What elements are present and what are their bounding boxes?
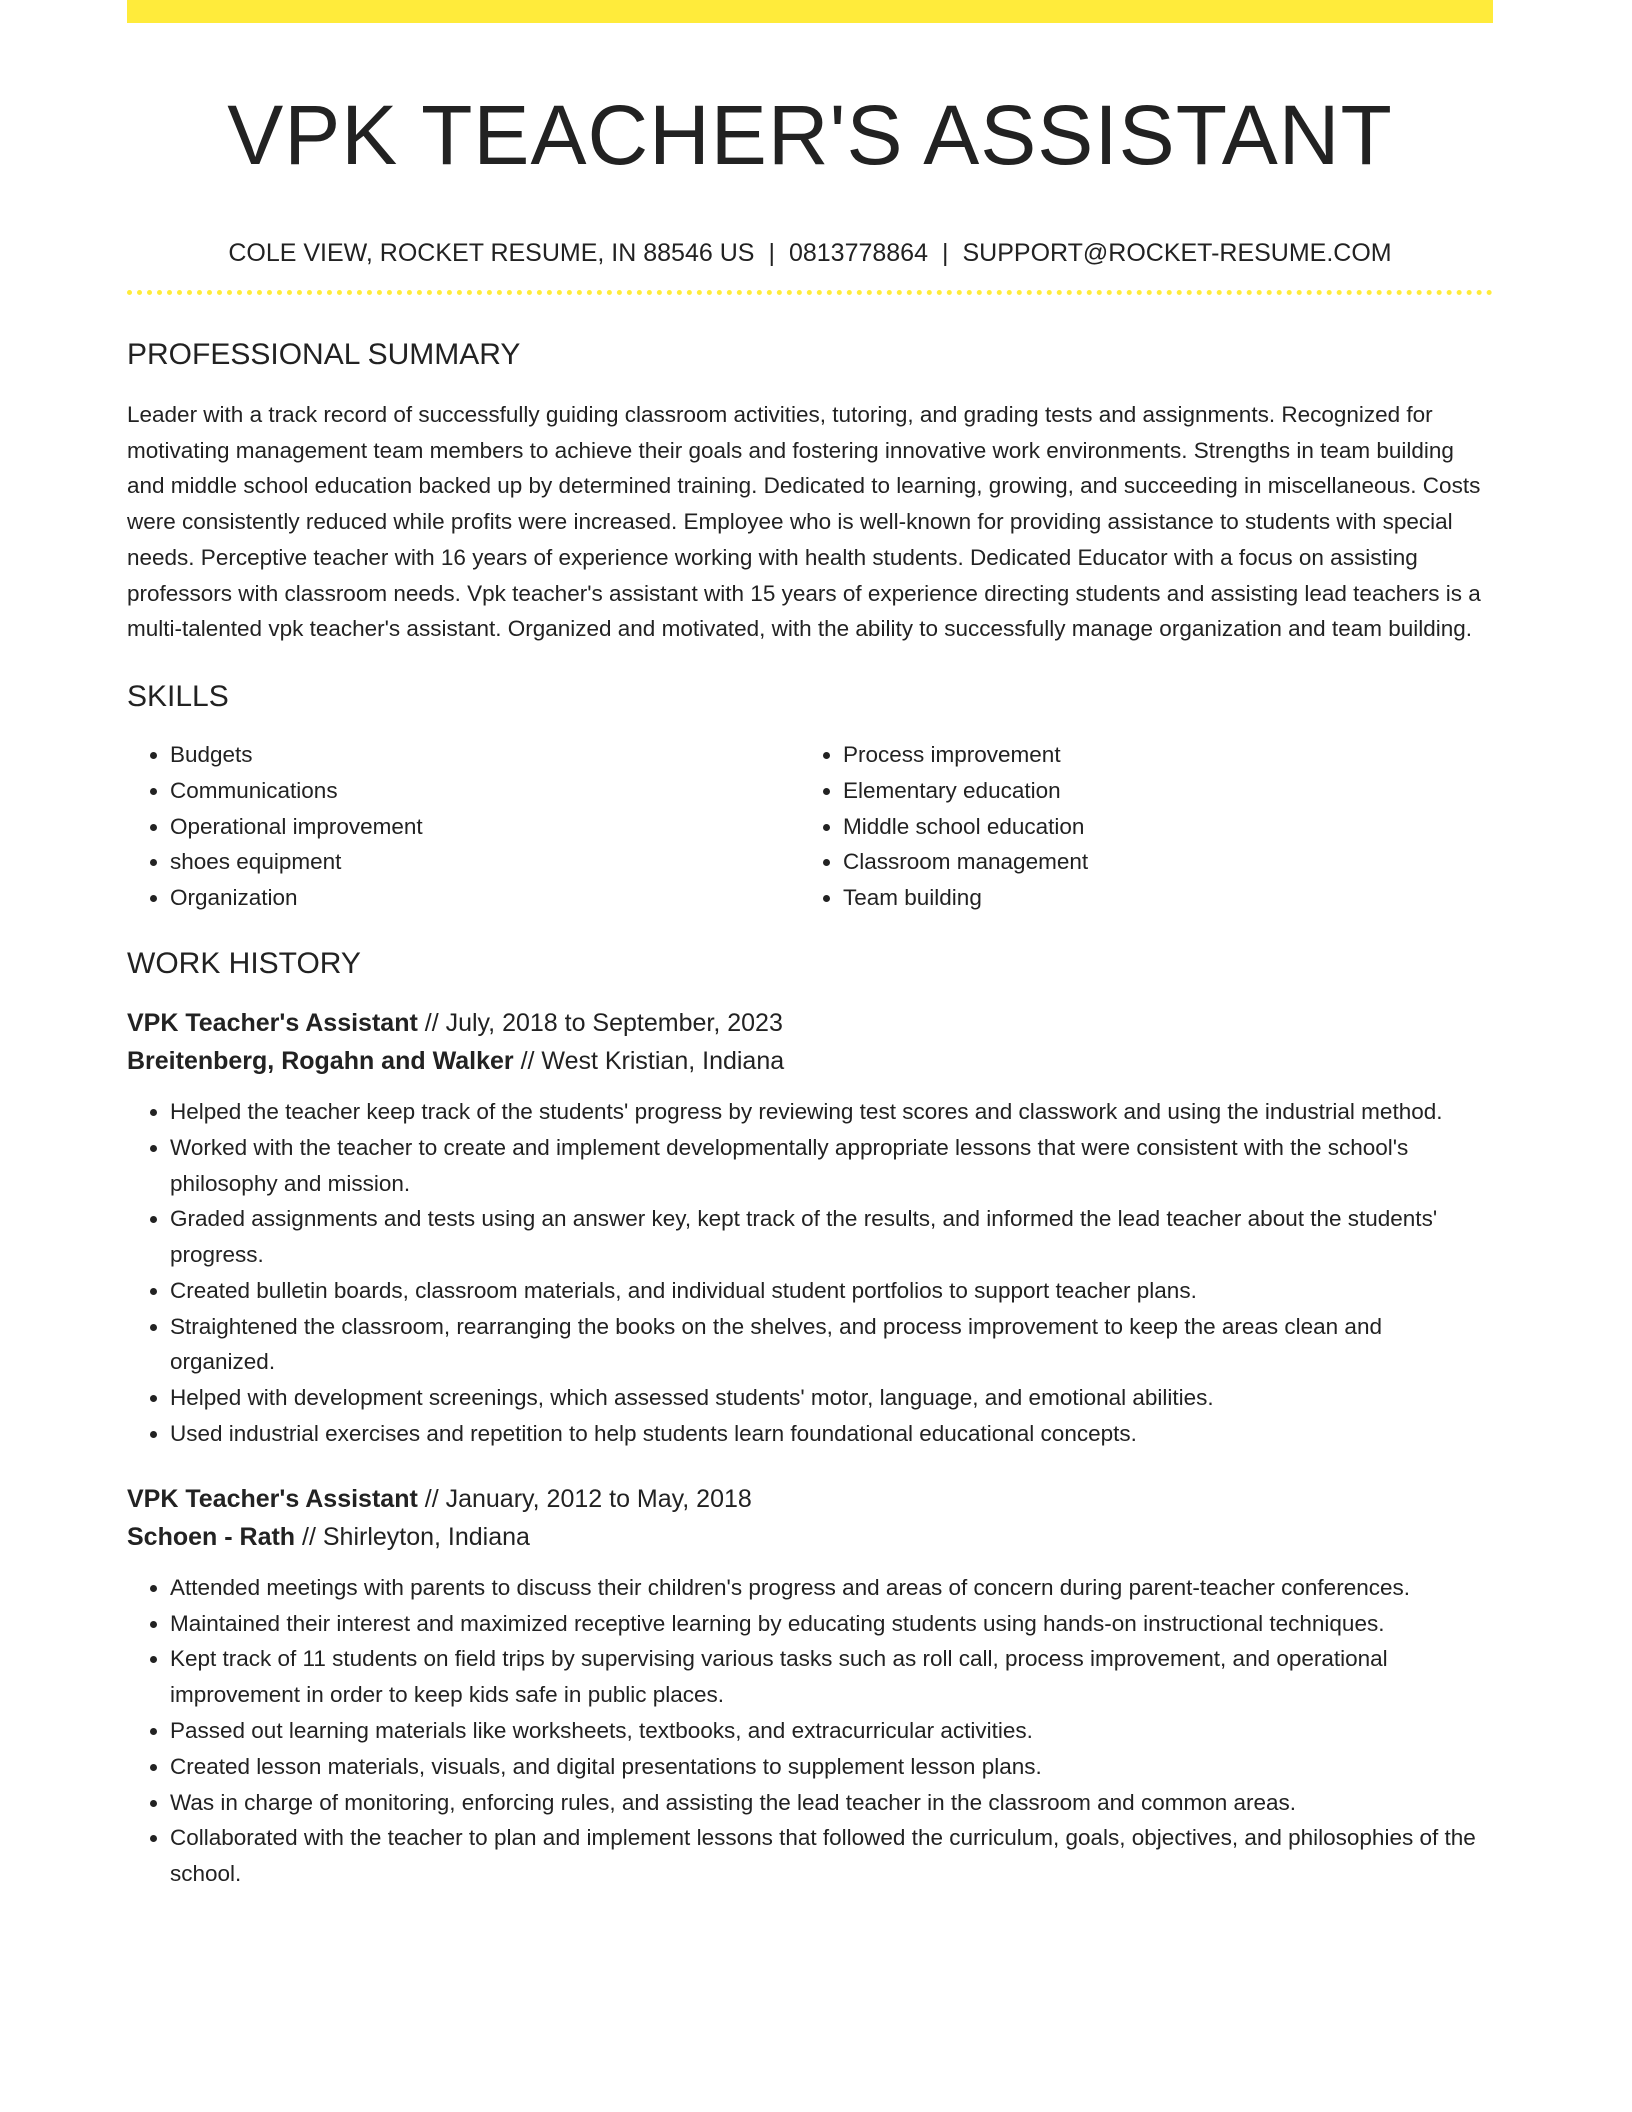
job-dates: // January, 2012 to May, 2018 xyxy=(417,1484,752,1513)
contact-separator: | xyxy=(942,239,949,267)
skill-item: • Process improvement xyxy=(843,737,1473,773)
job-duties-list xyxy=(127,1094,1493,1452)
job-duty: • Straightened the classroom, rearranging the books on the shelves, and process improvement to keep the areas clean and organized. xyxy=(170,1309,1493,1381)
job-duty: • Was in charge of monitoring, enforcing rules, and assisting the lead teacher in the classroom and common areas. xyxy=(170,1785,1493,1821)
job-dates: // July, 2018 to September, 2023 xyxy=(417,1008,783,1037)
job-duty: • Created bulletin boards, classroom materials, and individual student portfolios to support teacher plans. xyxy=(170,1273,1493,1309)
job-duties-list xyxy=(127,1570,1493,1892)
summary-paragraph: Leader with a track record of successfully guiding classroom activities, tutoring, and grading tests and assignments. Recognized for motivating management team members to achieve their goals and fostering innovative work environments. Strengths in team building and middle school education backed up by determined training. Dedicated to learning, growing, and succeeding in miscellaneous. Costs were consistently reduced while profits were increased. Employee who is well-known for providing assistance to students with special needs. Perceptive teacher with 16 years of experience working with health students. Dedicated Educator with a focus on assisting professors with classroom needs. Vpk teacher's assistant with 15 years of experience directing students and assisting lead teachers is a multi-talented vpk teacher's assistant. Organized and motivated, with the ability to successfully manage organization and team building. xyxy=(127,402,1481,642)
skills-column-left xyxy=(127,737,800,916)
skill-item: • Classroom management xyxy=(843,844,1473,880)
job-location: // Shirleyton, Indiana xyxy=(295,1522,530,1551)
job-role: VPK Teacher's Assistant xyxy=(127,1484,418,1513)
job-duty: • Maintained their interest and maximized receptive learning by educating students using hands-on instructional techniques. xyxy=(170,1606,1493,1642)
skills-heading: SKILLS xyxy=(127,679,229,713)
job-duty: • Created lesson materials, visuals, and digital presentations to supplement lesson plans. xyxy=(170,1749,1493,1785)
job-location: // West Kristian, Indiana xyxy=(513,1046,785,1075)
contact-address: COLE VIEW, ROCKET RESUME, IN 88546 US xyxy=(228,239,755,267)
skills-column-right xyxy=(800,737,1473,916)
summary-heading: PROFESSIONAL SUMMARY xyxy=(127,338,521,371)
job-title-line xyxy=(127,1004,1493,1042)
job-duty: • Helped the teacher keep track of the students' progress by reviewing test scores and classwork and using the industrial method. xyxy=(170,1094,1493,1130)
skill-item: • Budgets xyxy=(170,737,800,773)
job-title-line xyxy=(127,1480,1493,1518)
skills-grid xyxy=(127,737,1493,916)
accent-top-bar xyxy=(127,0,1493,23)
job-company: Schoen - Rath xyxy=(127,1522,296,1551)
contact-email: SUPPORT@ROCKET-RESUME.COM xyxy=(962,239,1392,267)
job-duty: • Used industrial exercises and repetition to help students learn foundational educational concepts. xyxy=(170,1416,1493,1452)
resume-page xyxy=(127,0,1493,1892)
skill-item: • shoes equipment xyxy=(170,844,800,880)
skill-item: • Middle school education xyxy=(843,809,1473,845)
contact-separator: | xyxy=(768,239,775,267)
dotted-divider xyxy=(127,290,1493,295)
job-company: Breitenberg, Rogahn and Walker xyxy=(127,1046,514,1075)
skill-item: • Operational improvement xyxy=(170,809,800,845)
job-duty: • Worked with the teacher to create and implement developmentally appropriate lessons that were consistent with the school's philosophy and mission. xyxy=(170,1130,1493,1202)
job-duty: • Passed out learning materials like worksheets, textbooks, and extracurricular activities. xyxy=(170,1713,1493,1749)
skill-item: • Elementary education xyxy=(843,773,1473,809)
skill-item: • Team building xyxy=(843,880,1473,916)
job-duty: • Collaborated with the teacher to plan and implement lessons that followed the curriculum, goals, objectives, and philosophies of the school. xyxy=(170,1820,1493,1892)
job-duty: • Attended meetings with parents to discuss their children's progress and areas of concern during parent-teacher conferences. xyxy=(170,1570,1493,1606)
job-company-line xyxy=(127,1518,1493,1556)
skill-item: • Organization xyxy=(170,880,800,916)
job-role: VPK Teacher's Assistant xyxy=(127,1008,418,1037)
job-duty: • Helped with development screenings, which assessed students' motor, language, and emotional abilities. xyxy=(170,1380,1493,1416)
work-history-heading: WORK HISTORY xyxy=(127,946,361,980)
contact-phone: 0813778864 xyxy=(788,239,928,267)
job-duty: • Graded assignments and tests using an answer key, kept track of the results, and informed the lead teacher about the students' progress. xyxy=(170,1201,1493,1273)
skill-item: • Communications xyxy=(170,773,800,809)
contact-line xyxy=(127,237,1493,269)
job-company-line xyxy=(127,1042,1493,1080)
resume-name: VPK TEACHER'S ASSISTANT xyxy=(227,88,1393,182)
job-duty: • Kept track of 11 students on field trips by supervising various tasks such as roll call, process improvement, and operational improvement in order to keep kids safe in public places. xyxy=(170,1641,1493,1713)
